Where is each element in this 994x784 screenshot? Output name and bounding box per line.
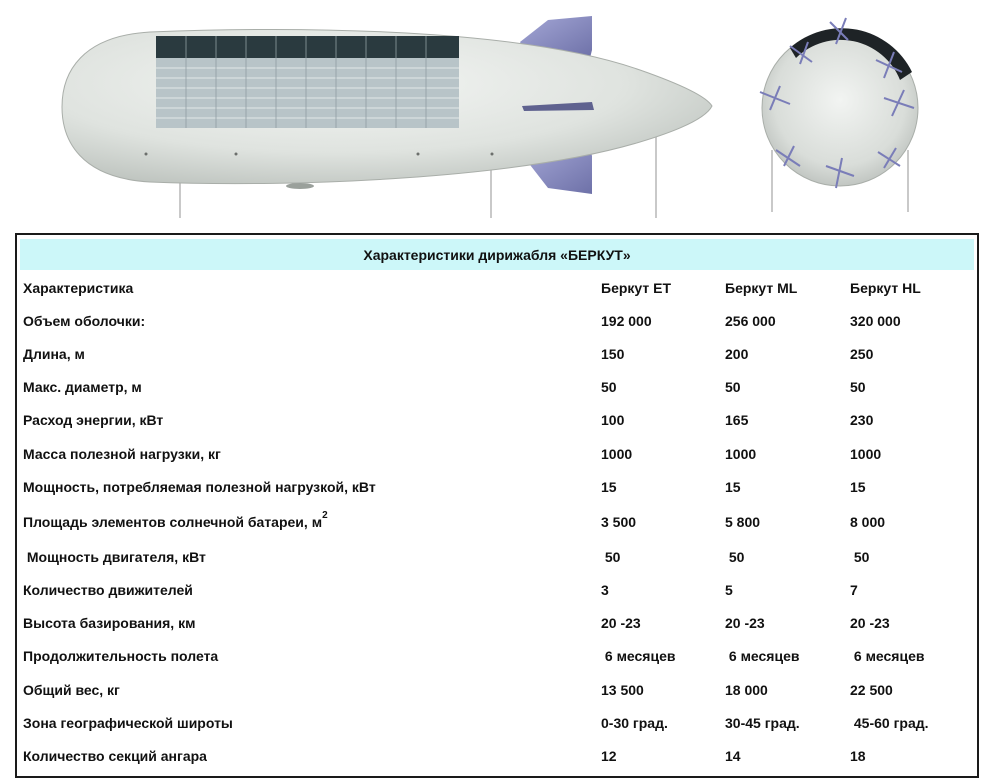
- airship-illustration: [0, 0, 994, 228]
- value-et: 3: [601, 582, 609, 598]
- value-et: 1000: [601, 446, 633, 462]
- superscript-2: 2: [322, 510, 328, 522]
- value-et: 12: [601, 748, 617, 764]
- table-row: [23, 609, 973, 637]
- row-label: Макс. диаметр, м: [23, 379, 142, 395]
- value-et: 3 500: [601, 514, 637, 530]
- row-label: Количество движителей: [23, 582, 193, 598]
- value-ml: 256 000: [725, 313, 776, 329]
- value-et: 6 месяцев: [601, 648, 676, 664]
- value-hl: 6 месяцев: [850, 648, 925, 664]
- airship-front-view: [760, 18, 918, 212]
- table-row: [23, 709, 973, 737]
- value-hl: 22 500: [850, 682, 893, 698]
- table-row: [23, 440, 973, 468]
- value-ml: 50: [725, 549, 745, 565]
- value-et: 0-30 град.: [601, 715, 668, 731]
- value-hl: 50: [850, 379, 866, 395]
- table-row: [23, 340, 973, 368]
- value-et: 150: [601, 346, 625, 362]
- table-row: [23, 642, 973, 670]
- row-label: Длина, м: [23, 346, 85, 362]
- table-header-row: [23, 274, 973, 302]
- table-row: [23, 406, 973, 434]
- row-label: [23, 508, 328, 536]
- row-label: Количество секций ангара: [23, 748, 207, 764]
- value-hl: 50: [850, 549, 870, 565]
- value-hl: 230: [850, 412, 874, 428]
- table-row: [23, 373, 973, 401]
- value-hl: 7: [850, 582, 858, 598]
- table-row: [23, 307, 973, 335]
- value-ml: 14: [725, 748, 741, 764]
- header-characteristic: Характеристика: [23, 280, 134, 296]
- value-ml: 18 000: [725, 682, 768, 698]
- header-berkut-ml: Беркут ML: [725, 280, 798, 296]
- row-label: Зона географической широты: [23, 715, 233, 731]
- gondola: [286, 183, 314, 189]
- value-ml: 50: [725, 379, 741, 395]
- row-label: Объем оболочки:: [23, 313, 146, 329]
- header-berkut-hl: Беркут HL: [850, 280, 921, 296]
- value-ml: 5 800: [725, 514, 761, 530]
- airship-side-view: [62, 16, 712, 218]
- value-ml: 15: [725, 479, 741, 495]
- value-hl: 18: [850, 748, 866, 764]
- row-label: Общий вес, кг: [23, 682, 120, 698]
- row-label-text: Площадь элементов солнечной батареи, м: [23, 514, 323, 530]
- table-row: [23, 676, 973, 704]
- value-hl: 1000: [850, 446, 882, 462]
- row-label: Мощность двигателя, кВт: [23, 549, 206, 565]
- value-et: 100: [601, 412, 625, 428]
- table-row: [23, 742, 973, 770]
- value-ml: 200: [725, 346, 749, 362]
- value-et: 15: [601, 479, 617, 495]
- table-title: Характеристики дирижабля «БЕРКУТ»: [20, 239, 974, 270]
- table-row: [23, 543, 973, 571]
- value-ml: 6 месяцев: [725, 648, 800, 664]
- value-hl: 45-60 град.: [850, 715, 929, 731]
- value-hl: 250: [850, 346, 874, 362]
- value-ml: 30-45 град.: [725, 715, 800, 731]
- spec-table: [15, 233, 979, 778]
- row-label: Расход энергии, кВт: [23, 412, 164, 428]
- value-ml: 20 -23: [725, 615, 765, 631]
- row-label: Продолжительность полета: [23, 648, 219, 664]
- table-row: [23, 473, 973, 501]
- row-label: Масса полезной нагрузки, кг: [23, 446, 221, 462]
- value-ml: 1000: [725, 446, 757, 462]
- value-et: 50: [601, 549, 621, 565]
- value-ml: 165: [725, 412, 749, 428]
- value-et: 50: [601, 379, 617, 395]
- value-et: 13 500: [601, 682, 644, 698]
- header-berkut-et: Беркут ЕТ: [601, 280, 671, 296]
- value-et: 20 -23: [601, 615, 641, 631]
- solar-panel-array: [156, 36, 459, 128]
- row-label: Высота базирования, км: [23, 615, 196, 631]
- table-row: [23, 508, 973, 536]
- value-hl: 20 -23: [850, 615, 890, 631]
- value-hl: 320 000: [850, 313, 901, 329]
- value-ml: 5: [725, 582, 733, 598]
- row-label: Мощность, потребляемая полезной нагрузкой, кВт: [23, 479, 376, 495]
- value-hl: 15: [850, 479, 866, 495]
- value-hl: 8 000: [850, 514, 886, 530]
- table-row: [23, 576, 973, 604]
- value-et: 192 000: [601, 313, 652, 329]
